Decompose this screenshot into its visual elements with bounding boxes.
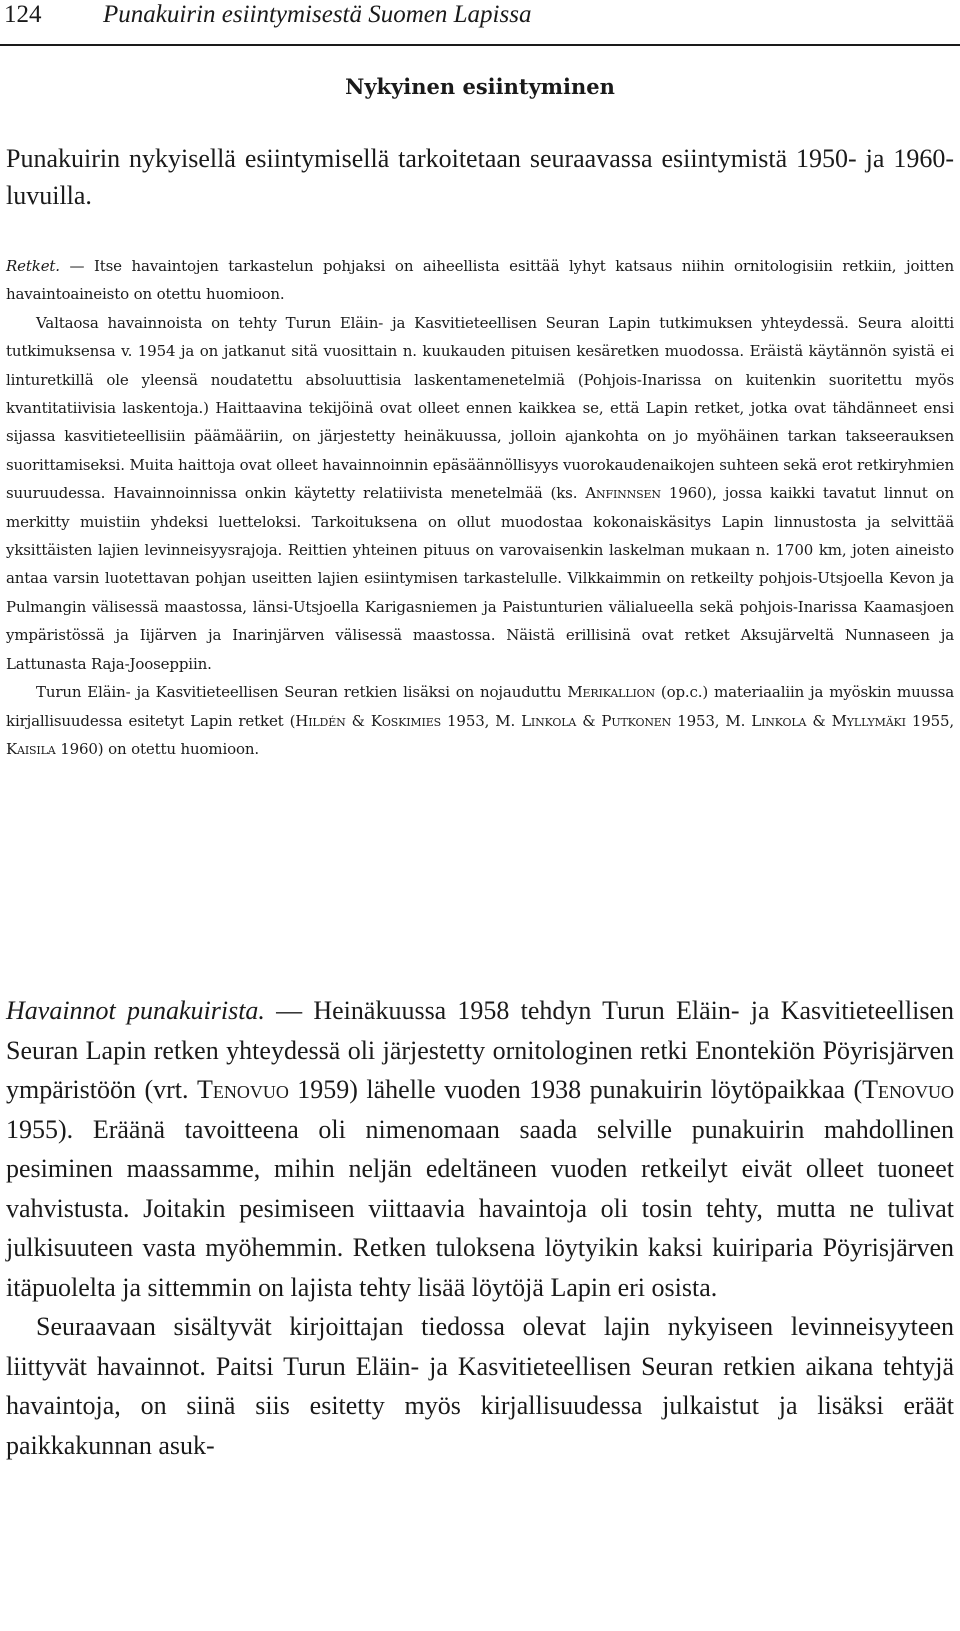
page-number: 124 [4,1,42,28]
author-citation: Linkola & Putkonen [521,711,672,730]
paragraph-text: Valtaosa havainnoista on tehty Turun Eläin- ja Kasvitieteellisen Seuran Lapin tutkimuksen yhteydessä. Seura aloitti tutkimuksensa v. 1954 ja on jatkanut sitä vuosittain n. kuukauden pituisen kesäretken muodossa. Eräistä käytännön syistä ei linturetkillä ole yleensä noudatettu absoluuttisia laskentamenetelmiä (Pohjois-Inarissa on kuitenkin suoritettu myös kvantitatiivisia laskentoja.) Haittaavina tekijöinä ovat olleet ennen kaikkea se, että Lapin retket, jotka ovat tähdänneet ensi sijassa kasvitieteellisiin päämääriin, on järjestetty heinäkuussa, jolloin ajankohta on jo myöhäinen tarkan takseerauksen suorittamiseksi. Muita haittoja ovat olleet havainnoinnin epäsäännöllisyys vuorokaudenaikojen suhteen sekä erot retkiryhmien suuruudessa. Havainnoinnissa onkin käytetty relatiivista menetelmää (ks. [6,313,954,503]
paragraph-text: 1953, M. [441,711,522,730]
author-citation: Merikallion [567,683,656,702]
methods-paragraph [6,309,954,678]
following-paragraph [6,1307,954,1465]
paragraph-text: — Heinäkuussa 1958 tehdyn Turun Eläin- ja Kasvitieteellisen Seuran Lapin retken yhteydessä oli järjestetty ornitologinen retki Enontekiön Pöyrisjärven ympäristöön (vrt. [6,996,954,1104]
sources-paragraph [6,678,954,763]
author-citation: Kaisila [6,739,56,758]
paragraph-text: 1960), jossa kaikki tavatut linnut on merkitty muistiin yhdeksi luetteloksi. Tarkoituksena on ollut muodostaa kokonaiskäsitys Lapin linnustosta ja selvittää yksittäisten lajien levinneisyysrajoja. Reittien yhteinen pituus on varovaisenkin laskelman mukaan n. 1700 km, joten aineisto antaa varsin luotettavan pohjan useitten lajien esiintymisen tarkastelulle. Vilkkaimmin on retkeilty pohjois-Utsjoella Kevon ja Pulmangin välisessä maastossa, länsi-Utsjoella Karigasniemen ja Paistunturien välialueella sekä pohjois-Inarissa Kaamasjoen ympäristössä ja Iijärven ja Inarinjärven välisessä maastossa. Näistä erillisinä ovat retket Aksujärveltä Nunnaseen ja Lattunasta Raja-Jooseppiin. [6,484,954,673]
paragraph-text: — Itse havaintojen tarkastelun pohjaksi on aiheellista esittää lyhyt katsaus niihin ornitologisiin retkiin, joitten havaintoaineisto on otettu huomioon. [6,257,954,304]
author-citation: Linkola & Myllymäki [751,711,906,730]
paragraph-text: 1953, M. [671,711,752,730]
observations-paragraph [6,991,954,1307]
run-in-heading: Retket. [6,257,60,275]
author-citation: Tenovuo [196,1075,289,1104]
paragraph-text: 1959) lähelle vuoden 1938 punakuirin löytöpaikkaa ( [288,1075,863,1104]
author-citation: Anfinnsen [585,484,661,503]
paragraph-text: 1960) on otettu huomioon. [55,739,259,758]
paragraph-text: 1955). Eräänä tavoitteena oli nimenomaan saada selville punakuirin mahdollinen pesiminen maassamme, mihin neljän edeltäneen vuoden retkeilyt eivät olleet tuoneet vahvistusta. Joitakin pesimiseen viittaavia havaintoja oli tosin tehty, mutta ne tulivat julkisuuteen vasta myöhemmin. Retken tuloksena löytyikin kaksi kuiriparia Pöyrisjärven itäpuolelta ja sittemmin on lajista tehty lisää löytöjä Lapin eri osista. [6,1114,954,1302]
page-header [0,0,960,46]
intro-paragraph: Punakuirin nykyisellä esiintymisellä tarkoitetaan seuraavassa esiintymistä 1950- ja 1960-luvuilla. [6,144,954,210]
retket-paragraph [6,252,954,309]
paragraph-text: Turun Eläin- ja Kasvitieteellisen Seuran retkien lisäksi on nojauduttu [36,683,568,702]
author-citation: Tenovuo [862,1075,954,1104]
paragraph-text: (op.c.) materiaaliin ja myöskin muussa kirjallisuudessa esitetyt Lapin retket ( [6,683,955,730]
section-heading: Nykyinen esiintyminen [345,74,615,99]
running-title: Punakuirin esiintymisestä Suomen Lapissa [103,1,532,28]
paragraph-text: 1955, [905,711,955,730]
small-print-block [6,252,954,763]
author-citation: Hildén & Koskimies [295,711,441,730]
body-text-block [6,991,954,1465]
paragraph-text: Seuraavaan sisältyvät kirjoittajan tiedossa olevat lajin nykyiseen levinneisyyteen liittyvät havainnot. Paitsi Turun Eläin- ja Kasvitieteellisen Seuran retkien aikana tehtyjä havaintoja, on siinä siis esitetty myös kirjallisuudessa julkaistut ja lisäksi eräät paikkakunnan asuk- [6,1312,954,1460]
run-in-heading: Havainnot punakuirista. [6,996,265,1025]
